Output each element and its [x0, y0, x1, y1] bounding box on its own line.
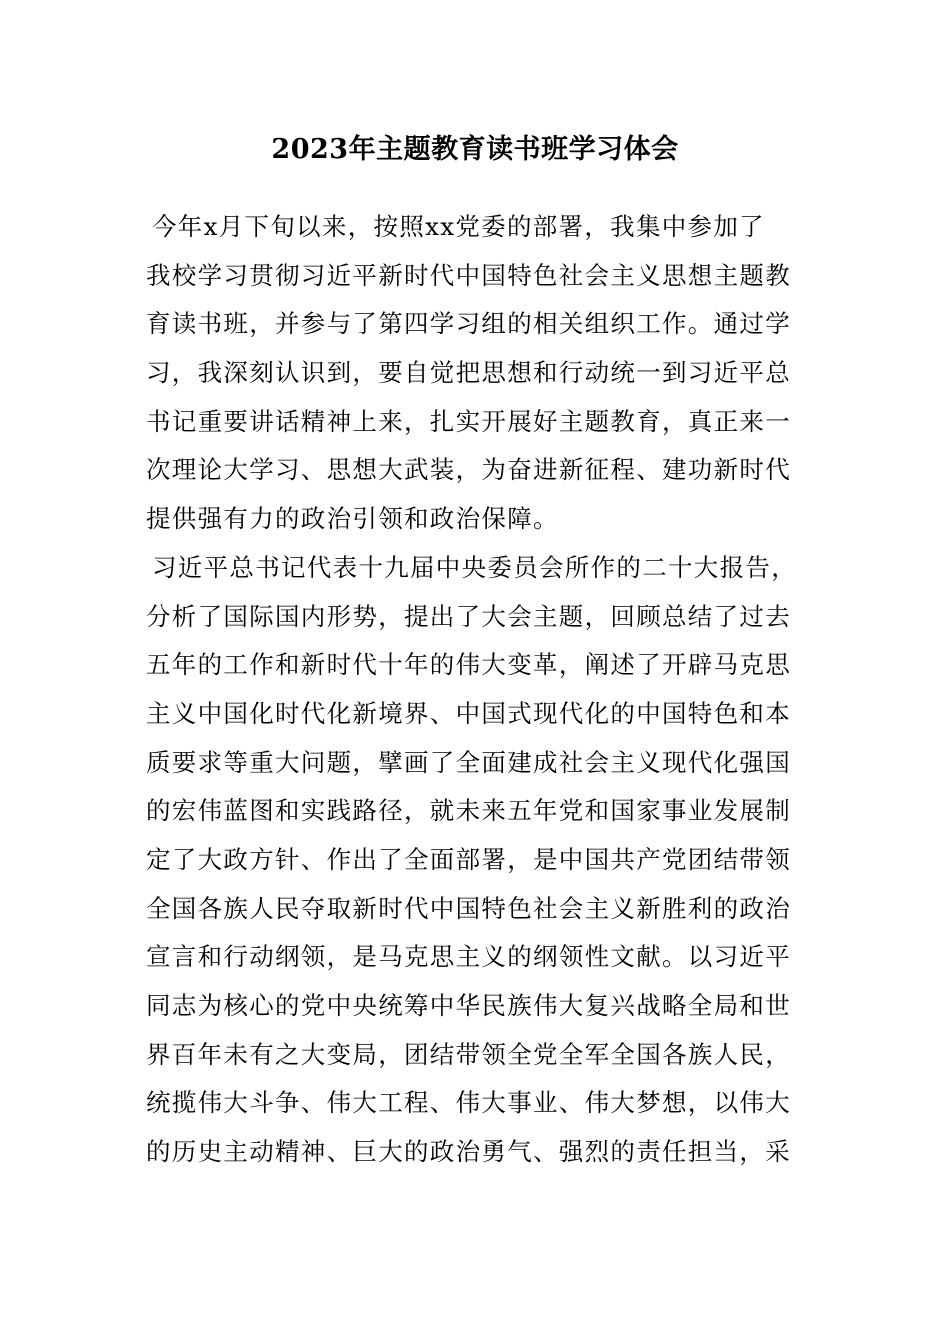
text-line: 次理论大学习、思想大武装，为奋进新征程、建功新时代	[146, 455, 791, 485]
text-line: 定了大政方针、作出了全面部署，是中国共产党团结带领	[146, 844, 791, 874]
text-line: 书记重要讲话精神上来，扎实开展好主题教育，真正来一	[146, 406, 791, 436]
paragraph-1	[146, 203, 826, 544]
text-line: 的历史主动精神、巨大的政治勇气、强烈的责任担当，采	[146, 1137, 791, 1167]
text-line: 分析了国际国内形势，提出了大会主题，回顾总结了过去	[146, 601, 791, 631]
text-line: 习，我深刻认识到，要自觉把思想和行动统一到习近平总	[146, 358, 791, 388]
text-line: 习近平总书记代表十九届中央委员会所作的二十大报告，	[152, 552, 797, 582]
text-line: 全国各族人民夺取新时代中国特色社会主义新胜利的政治	[146, 893, 791, 923]
text-line: 同志为核心的党中央统筹中华民族伟大复兴战略全局和世	[146, 991, 791, 1020]
text-line: 的宏伟蓝图和实践路径，就未来五年党和国家事业发展制	[146, 796, 791, 826]
text-line: 育读书班，并参与了第四学习组的相关组织工作。通过学	[146, 309, 791, 339]
text-line: 五年的工作和新时代十年的伟大变革，阐述了开辟马克思	[146, 650, 791, 680]
document-body	[146, 203, 826, 1177]
paragraph-2	[146, 544, 826, 1177]
text-line: 界百年未有之大变局，团结带领全党全军全国各族人民，	[146, 1039, 791, 1069]
text-line: 主义中国化时代化新境界、中国式现代化的中国特色和本	[146, 698, 791, 728]
text-line: 质要求等重大问题，擘画了全面建成社会主义现代化强国	[146, 747, 791, 777]
text-line: 宣言和行动纲领，是马克思主义的纲领性文献。以习近平	[146, 942, 791, 972]
text-line: 我校学习贯彻习近平新时代中国特色社会主义思想主题教	[146, 260, 791, 290]
text-line: 今年x月下旬以来，按照xx党委的部署，我集中参加了	[152, 212, 765, 241]
text-line: 统揽伟大斗争、伟大工程、伟大事业、伟大梦想，以伟大	[146, 1088, 791, 1118]
text-line: 提供强有力的政治引领和政治保障。	[146, 504, 559, 534]
document-title: 2023年主题教育读书班学习体会	[271, 134, 679, 165]
